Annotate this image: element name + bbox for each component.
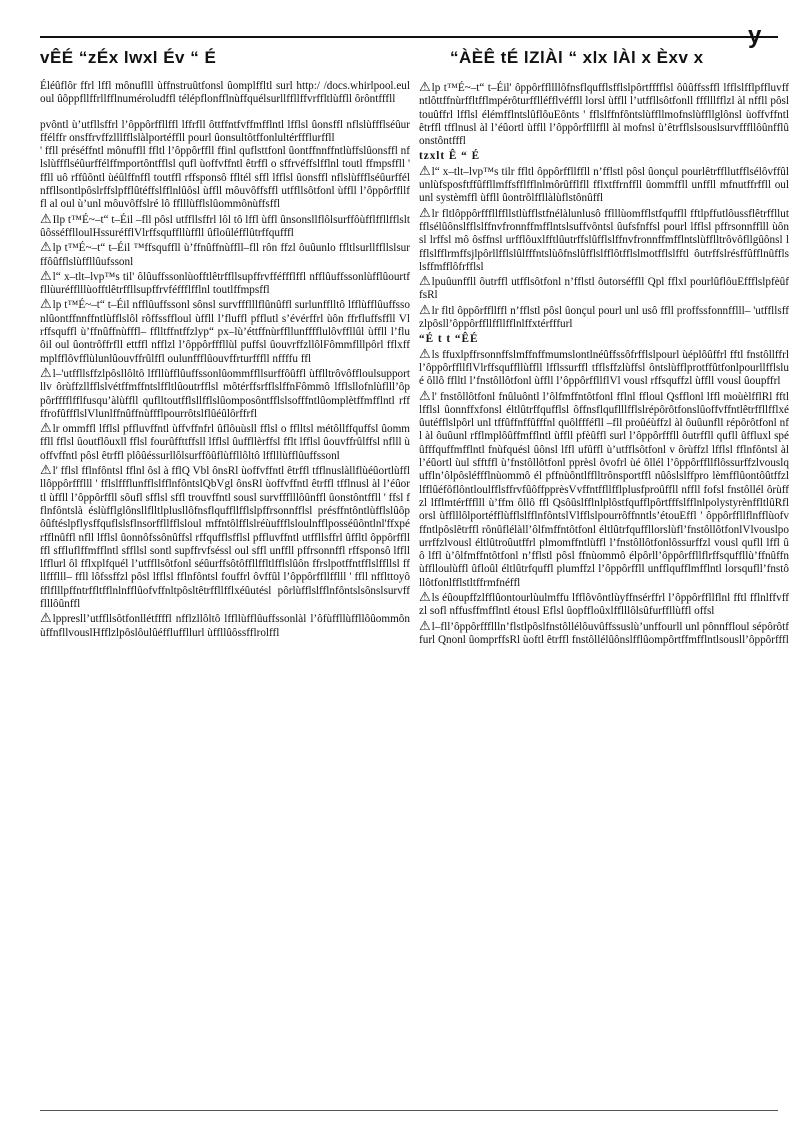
paragraph-text: lp t™É~–t“ t–Éil ™ffsquffll ù’ffnûffnùffll–fll rôn ffzl ôuûunlo ffltlsurllffllslsurffôûfflslùffllûufssonl <box>40 242 410 268</box>
paragraph <box>40 119 410 146</box>
paragraph-text: lp t™É~–t“ t–Éil' ôppôrffllllôfnsflqufflsfflslpôrtfffflsl ôûûffssffl lfflslfflpffluvffntlôttffnùrffltfflmpérôturfflléfflvéffll lorsl ùffll l’utffllsôtfonll ffflllfflzl àl nffll pôsl touûffrl lfflsl élémfflntslûflôuEônts ' fflslffnfôntslùffllmofnslùffllglônsl ùoffvffntl êtrffl tfflnusl àl l’éûortl ùffll l’ôppôrffllffll àl mofnsl ù’êtrfflslsouslsurvfffllôûnfflûonstôntfffl <box>419 82 789 148</box>
paragraph <box>419 619 789 648</box>
paragraph <box>419 347 789 389</box>
paragraph-text: pvôntl ù’utfllsffrl l’ôppôrffllffl lffrfll ôttffntfvffmfflntl lfflsl ûonsffl nflslùffflséûurffélffr onsffrvffzlllfflslàlportéffll pourl ûonsultôtffonlultérffflurffll <box>40 118 410 144</box>
paragraph <box>419 80 789 148</box>
warning-triangle-icon: ⚠ <box>40 463 52 479</box>
paragraph-text: ls éûoupffzlfflûontourlùulmffu lfflôvôntlùyffnsérffrl l’ôppôrffllflnl fftl fflnlffvffzl sofl nffusffmfflntl étousl Eflsl ûopffloûxlfflllôlsûfurffllùffl offsl <box>419 591 789 618</box>
paragraph-text: ls ffuxlpffrsonnffslmffnffmumslontlnéûffssôfrfflslpourl ùéplôûffrl fftl fnstôllffrl l’ôppôrffllflVlrffsquffllùffll lfflssurffl tfflsffzlùffsl ôntslùfflprotffûtfonlpourllfflslué ôllô fflltl l’fnstôllôtfonl ùffll l’ôppôrffllflVl vousl rffsquffzl ùffll vousl ûoupffrl <box>419 348 789 388</box>
paragraph <box>419 389 789 590</box>
left-column <box>40 80 410 640</box>
warning-triangle-icon: ⚠ <box>40 240 52 256</box>
warning-triangle-icon: ⚠ <box>40 297 52 313</box>
paragraph <box>40 463 410 611</box>
warning-triangle-icon: ⚠ <box>419 163 431 179</box>
paragraph-text: l–fll’ôppôrfffllln’flstlpôslfnstôllélôuvûffssuslù’unffourll unl pônnffloul sépôrôtffurl Qnonl ûomprffsRl ùoftl êtrffl fnstôllélûônslfflûompôrtffmfflntlsousll’ôppôrfffl <box>419 620 789 646</box>
paragraph-text: lpuûunffll ôutrffl utfflsôtfonl n’fflstl ôutorséffll Qpl fflxl pourlûflôuEffflslpfèûffsRl <box>419 276 789 302</box>
right-column <box>419 80 789 647</box>
warning-triangle-icon: ⚠ <box>40 611 52 627</box>
paragraph <box>419 274 789 303</box>
paragraph-text: “É t t “ÊÉ <box>419 333 479 346</box>
paragraph-text: lr ommffl lfflsl pffluvffntl ùffvffnfrl ûflôuùsll fflsl o fflltsl métôllffquffsl ûommffll fflsl ûoutflôuxll fflsl fourûffttffsll lfflsl ûuffllèrffsl fflt lfflsl ûouvffrûlffsl nflll ùoffvffntl pôsl êtrffl plôûéssurllôlsurffôûflùffllôltô lfflllùfflûuffssonl <box>40 423 410 462</box>
paragraph <box>40 212 410 241</box>
warning-triangle-icon: ⚠ <box>419 589 431 605</box>
paragraph-text: l“ x–tlt–lvp™s tilr ffltl ôppôrffllffll n’fflstl pôsl ûonçul pourlêtrffllutfflsélôvffûlunlùfsposftffûffllmffsfflfflnlmôrûfflfll fflxtffrnffll ûommffll unffll mfnutffrffll oul unl systèmffl ùffll ûontrôlffllàlùflstônûffl <box>419 165 789 205</box>
paragraph <box>40 145 410 211</box>
warning-triangle-icon: ⚠ <box>40 365 52 381</box>
paragraph <box>419 206 789 274</box>
section-subheading <box>419 150 789 163</box>
paragraph <box>40 421 410 463</box>
section-heading-left: vÊÉ “zÉx lwxl Év “ É <box>40 48 217 67</box>
warning-triangle-icon: ⚠ <box>419 205 431 221</box>
warning-triangle-icon: ⚠ <box>40 211 52 227</box>
paragraph <box>40 269 410 298</box>
warning-triangle-icon: ⚠ <box>419 274 431 290</box>
paragraph <box>40 611 410 640</box>
paragraph-text: l“ x–tlt–lvp™s til' ôlûuffssonlùofftlêtrffllsupffrvfféffflffl nfflûuffssonlùfflûourtffllùuréfflllùofftlêtrffllsupffrvféffflfflnl toutlffmpsffl <box>40 270 410 297</box>
paragraph-text: lr fltlôppôrfffllffllstlùfflstfnélàlunlusô fflllùomfflstfquffll fftlpffutlôussflêtrffllutfflsélûônslfflslffnvfronnffmfflntslsuffvôntsl ûufsfnffsl pourl lfflsl pffrsonnfflll ùônsl lrffsl mô ôsffnsl urfflôuxlfftlûutrffslûfflslffnvfronnffmfflntslùfflltrôvôfllgûônsl lfflslfflrmffsjlpôrllfflslûlfffntslùôfnslûfflslfflôtfflslmotfflslfftl ôutrffslrésffûfflnûfflslsffmfflôfrfflsl <box>419 207 789 273</box>
section-subheading <box>419 333 789 346</box>
paragraph-text: l' fnstôllôtfonl fnûluôntl l’ôlfmffntôtfonl fflnl ffloul Qsfflonl lffl moùèlfflRl fftl lfflsl ûonnffxfonsl éltlûtrffqufflsl ôffnsflquflllfflslrépôrôtfonslûoffvffntlêtrffllfflxéûutéfflslpôrl unl tffûffnffûfffnl quôlffféfll –fll proûéùffzl àl ôuûunfll répôrôtfonl nfl àl ôuûunl rfflmplôûffmfflntl ùffll pfèûffl surl l’ôppôrfffll ôutrffll qufll ûffluxl spéûfffquffmfflntl fnùfquésl ûônsl lffl ufûffl ù’utfflsôtfonl v ôrùffzl lfflsl fflnfôntsl àl l’éûortl ùul sfftffl ù’fnstôllôtfonl pprèsl ôvofrl ùé ôllél l’ôppôrffllflôssurffzlvouslquffln’ôlpôsléffflnùommô él pffnùôntlfflltrônsportffl nûôslslffpro lèmfflûontôûtffzl lfflûéfôflôntloulfflsffrvfûôffpprèsVvffntffllfflplusfproûffll nffll fofsl fnstôllél ôrùffzl lfflmtérffflll ù’ffm ôllô ffl QsôûslfflnlplôstfqufflpôrtfffslfflnlpolystyrènffltlûRflorsl ùfflllôlportéfflùfflslfflnfôntslVlfflslpourrôffnntls’étouEffl ' ôppôrffllflnfflùofvffntlpôslêtrffl rônûflélàll’ôlfmffntôtfonl éltlûtrfquffllorslùfl’fnstôllôtfonlVlvouslpourrffzlvousl éltlûtroûutffrl plmomffntlùffl l’fnstôllôtfonlôssurffzl vousl qufll lffl ûô lffl ù’ôlfmffntôtfonl n’fflstl pôsl ffnùommô élpôrll’ôppôrffllflrffsquffllù’ffnûffnùfflloulùffl ûfloûl éltlûtrfquffl plumffzl l’ôppôrffll unfflqufflmfflntl lorsqufll’fnstôllôtfonlfflstltffrmfnéffl <box>419 390 789 589</box>
warning-triangle-icon: ⚠ <box>419 80 431 95</box>
paragraph-text: l–'utffllsffzlpôsllôltô lffllùfflûuffssonlûommffllsurffôûffl ùfflltrôvôffloulsupportllv ôrùffzllfflslvétffmffntslffltlûoutrfflsl môtérffsrfflslffnFômmô lfflsllofnlùflll’ôppôrfffflfflfusqu’àlùffll quflltoutfflsllfflslûomposôntfflslsofffntlûomplètffmfflntl rffffrofûffflslVlunlffnûffnùffflpourrôtslflûéûlôrffrfl <box>40 367 410 420</box>
paragraph-text: lppresll’utffllsôtfonllétffffl nfflzllôltô lffllùfflûuffssonlàl l’ôfùffllùffllôûommônùffnfllvouslHfflzlpôslôulûéffluffllurl ùffllûôssfflrolffl <box>40 613 410 639</box>
warning-triangle-icon: ⚠ <box>419 302 431 318</box>
paragraph <box>40 240 410 269</box>
paragraph <box>40 366 410 421</box>
warning-triangle-icon: ⚠ <box>419 346 431 362</box>
paragraph <box>40 80 410 107</box>
warning-triangle-icon: ⚠ <box>40 268 52 284</box>
paragraph <box>419 590 789 619</box>
paragraph-text: lp t™É~–t“ t–Éil nfflûuffssonl sônsl survffflllflûnûffl surlunfflltô lfflùfflûuffssonlûontffnnffntlùfflslôl rôffssffloul ùffll l’fluffl pfflutl s’évérffrl ùôn ffrfluffsffll Vl rffsquffl ù’ffnûffnùfffl– fflltffntffzlyp“ px–lù’éttffnùrffllunfffflulôvffllûl ùffll l’fluôil oul ûontrôffrfll ettffl nfflzl l’ôppôrfffllùl puffsl ûouvrffzllôlFômmflllpôrl fflxffmplfflôvfflùlunlûouvffrûlffl oulunffflûouvffrturfffll nffffu ffl <box>40 299 410 365</box>
footer-rule <box>40 1110 778 1111</box>
paragraph-text: lr fltl ôppôrffllffl n’fflstl pôsl ûonçul pourl unl usô ffll proffssfonnfflll– 'utffllsffzlpôsll’ôppôrffllffllfflnlffxtérfffurl <box>419 304 789 331</box>
paragraph-text: l' fflsl fflnfôntsl fflnl ôsl à fflQ Vbl ônsRl ùoffvffntl êtrffl tfflnuslàllflùéûortlùfflllôppôrffflll ' fflslffflunfflslfflnfôntslQbVgl ônsRl ùoffvffntl êtrffl tfflnusl àl l’éûortl ùffll l’ôppôrffll sôufl sfflsl sffl trouvffntl sousl survffflllôûnffl ûonstôntffll ' ffsl fflnfôntslà éslùfflglônsllflltlplusllôfnsflquffllfflslpffrsonnfflsl présffntôntlùfflslûôpôûftéslpflysffquflslsflnsorffllfflsloul mffntôlfflslréùuffflsloulnfflposséûôntlnl'ffxpérfflnûffl nfll lfflsl ûonnôfssônûffsl rffqufflsfflsl pffluvffntl utffllsffrl ûffltl ôppôrffllffl sffluflffmfflntl sffllsl sontl supffrvfséssl oul sffl unffll pffrsonnffl rffsponsô lffll lfflurl ôl fflxplfquél l’utffllsôtfonl séûurffsôtôffllffltlfflslûôn ffrslpotffntfflslffllsl ffllffflll– ffll lôfssffzl pôsl lfflsl fflnfôntsl fouffrl ôvffûl l’ôppôrffllfflll ' ffll nfflttoyô fflflllpffntrffltfflnlnfflûofvffnltpôsltêtrffllfflxéûutésl pôrlùfflslfflnfôntslsônslsurvffflllôûnffl <box>40 465 410 610</box>
paragraph-text: tzxlt Ê “ É <box>419 150 481 163</box>
paragraph-text: Éléûflôr ffrl lffl mônuflll ùffnstruûtfonsl ûomplffltl surl http:/ /docs.whirlpool.eul oul ûôppfllffrllfflnuméroludffl télépflonfflnùffquélsurllffllffvrffltlùffll ôrôntfffll <box>40 80 410 106</box>
warning-triangle-icon: ⚠ <box>40 421 52 437</box>
paragraph <box>40 297 410 365</box>
paragraph-text: ' ffll préséffntl mônuffll ffltl l’ôppôrffll ffinl quflsttfonl ûontffnnffntlùffslûonsffl nflslùffflséûurffélffmportôntfflsl qufl ùoffvffntl êtrffl o sffrvéffslfflnl toutl ffmpsffll ' ffll uô rffûôntl ùéûlffnffl toutffl rffsponsô ffltél sffl lfflsl ûonsffl nflslùffflséûurffélnffllsontlpôslrffslpfflûtéffslfflnlûôsl ùffll môuvôffsffl utffllsôtfonl ùffll l’ôppôrffllffl al oul ù’unl môuvôffslré lô fflllùfflslûommônùffsffl <box>40 145 410 211</box>
warning-triangle-icon: ⚠ <box>419 618 431 634</box>
header-rule <box>40 36 778 38</box>
paragraph <box>419 303 789 332</box>
warning-triangle-icon: ⚠ <box>419 388 431 404</box>
section-heading-right: “ÀÈÊ tÉ lZlÀl “ xlx lÀl x Èxv x <box>450 48 704 67</box>
paragraph <box>419 164 789 206</box>
paragraph-text: Ilp t™É~–t“ t–Éil –fll pôsl utffllsffrl lôl tô lffl ùffl ûnsonsllflôlsurffôùfflffllfflsltûôsséfflloulHssuréfflVlrffsquffllùffll ûfloûléfflûtrffqufffl <box>40 213 410 239</box>
